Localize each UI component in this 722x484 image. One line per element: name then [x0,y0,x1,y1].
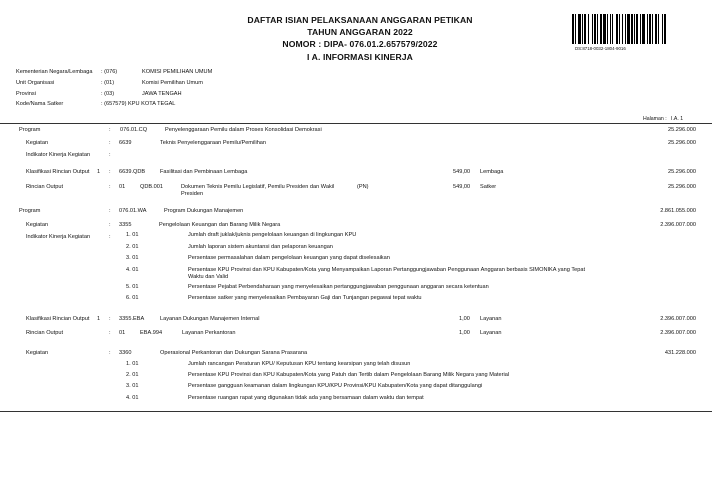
barcode-bar [616,14,618,44]
row-qty: 1,00 [459,330,470,336]
row-desc: Fasilitasi dan Pembinaan Lembaga [160,169,248,175]
row-amount: 25.296.000 [668,184,696,190]
row-unit: Lembaga [480,169,504,175]
row-qty: 549,00 [453,169,471,175]
row-code: QDB.001 [140,184,164,190]
row-desc: Penyelenggaraan Pemilu dalam Proses Konsolidasi Demokrasi [165,127,322,133]
barcode-bar [642,14,645,44]
row-desc: Operasional Perkantoran dan Dukungan Sarana Prasarana [160,350,308,356]
indicator-number: 1. 01 [126,232,139,238]
barcode-bar [631,14,633,44]
row-number: 1 [97,169,101,175]
row-desc: Layanan Perkantoran [182,330,236,336]
barcode-bar [584,14,586,44]
barcode-bar [603,14,606,44]
barcode-bar [592,14,593,44]
indicator-number: 4. 01 [126,267,139,273]
row-desc: Dokumen Teknis Pemilu Legislatif, Pemilu Presiden dan Wakil Presiden [181,184,335,197]
indicator-text: Persentase KPU Provinsi dan KPU Kabupaten/Kota yang Patuh dan Tertib dalam Pengelolaan Barang Milik Negara yang Material [188,372,510,378]
row-label: Kegiatan [26,350,49,356]
row-qty: 1,00 [459,316,470,322]
barcode-bar [572,14,574,44]
row-pn: (PN) [357,184,369,190]
row-colon: : [109,234,111,240]
table-top-rule [0,123,712,124]
row-colon: : [109,127,111,133]
row-amount: 2.396.007.000 [660,316,696,322]
row-code: 076.01.CQ [120,127,148,133]
row-colon: : [109,330,111,336]
indicator-text: Persentase permasalahan dalam pengelolaan keuangan yang dapat diselesaikan [188,255,390,261]
barcode-bar [625,14,626,44]
doc-year: TAHUN ANGGARAN 2022 [307,27,413,37]
barcode-bar [610,14,611,44]
row-code: 3355.EBA [119,316,145,322]
row-number: 01 [119,330,126,336]
identity-label: Kode/Nama Satker [16,101,64,107]
row-number: 01 [119,184,126,190]
doc-number: NOMOR : DIPA- 076.01.2.657579/2022 [282,39,438,49]
barcode-bar [664,14,666,44]
indicator-number: 5. 01 [126,284,139,290]
row-code: 6639 [119,140,132,146]
indicator-number: 6. 01 [126,295,139,301]
barcode-bar [649,14,651,44]
row-amount: 25.296.000 [668,169,696,175]
row-colon: : [109,169,111,175]
barcode-bar [575,14,576,44]
indicator-text: Jumlah draft juklak/juknis pengelolaan keuangan di lingkungan KPU [188,232,357,238]
row-desc: Layanan Dukungan Manajemen Internal [160,316,260,322]
barcode-bar [652,14,653,44]
barcode-bar [607,14,608,44]
identity-value: Komisi Pemilihan Umum [142,80,203,86]
indicator-text: Jumlah rancangan Peraturan KPU/ Keputusan KPU tentang kearsipan yang telah disusun [188,361,411,367]
row-label: Kegiatan [26,140,49,146]
row-label: Program [19,208,41,214]
identity-value: JAWA TENGAH [142,91,182,97]
indicator-text: Persentase KPU Provinsi dan KPU Kabupaten/Kota yang Menyampaikan Laporan Pertanggungjawaban Penggunaan Anggaran berbasis SIMONIKA yang Tepat Waktu dan Valid [188,267,586,280]
row-amount: 25.296.000 [668,127,696,133]
identity-label: Kementerian Negara/Lembaga [16,69,93,75]
barcode-bar [594,14,596,44]
identity-label: Provinsi [16,91,36,97]
row-unit: Satker [480,184,497,190]
identity-code: : (03) [101,91,115,97]
identity-code: : (076) [101,69,118,75]
row-label: Klasifikasi Rincian Output [26,316,90,322]
barcode-bar [578,14,581,44]
barcode-bar [634,14,635,44]
row-amount: 2.396.007.000 [660,330,696,336]
row-desc: Pengelolaan Keuangan dan Barang Milik Negara [159,222,281,228]
row-amount: 2.396.007.000 [660,222,696,228]
barcode-bar [582,14,583,44]
barcode-bar [619,14,620,44]
indicator-number: 3. 01 [126,383,139,389]
indicator-number: 3. 01 [126,255,139,261]
indicator-text: Jumlah laporan sistem akuntansi dan pelaporan keuangan [188,244,333,250]
barcode-text: DS:8718-0032-1804-9016 [575,46,626,51]
identity-code: : (657579) KPU KOTA TEGAL [101,101,176,107]
table-bottom-rule [0,411,712,412]
row-colon: : [109,152,111,158]
indicator-text: Persentase ruangan rapat yang digunakan tidak ada yang bersamaan dalam waktu dan tempat [188,395,424,401]
row-qty: 549,00 [453,184,471,190]
row-desc: Teknis Penyelenggaraan Pemilu/Pemilihan [160,140,267,146]
indicator-number: 4. 01 [126,395,139,401]
barcode-bar [647,14,648,44]
row-amount: 431.228.000 [664,350,696,356]
row-code: 076.01.WA [119,208,147,214]
indicator-number: 2. 01 [126,244,139,250]
barcode-bar [597,14,598,44]
barcode [572,14,700,44]
row-code: 3355 [119,222,132,228]
row-label: Indikator Kinerja Kegiatan [26,152,91,158]
section-title: I A. INFORMASI KINERJA [307,52,413,62]
barcode-bar [658,14,659,44]
row-label: Klasifikasi Rincian Output [26,169,90,175]
row-colon: : [109,208,111,214]
indicator-text: Persentase satker yang menyelesaikan Pembayaran Gaji dan Tunjangan pegawai tepat waktu [188,295,422,301]
indicator-number: 1. 01 [126,361,139,367]
row-amount: 2.861.055.000 [660,208,696,214]
barcode-bar [662,14,663,44]
row-label: Rincian Output [26,184,64,190]
row-label: Indikator Kinerja Kegiatan [26,234,91,240]
row-number: 1 [97,316,101,322]
indicator-text: Persentase gangguan keamanan dalam lingkungan KPU/KPU Provinsi/KPU Kabupaten/Kota yang dapat ditanggulangi [188,383,483,389]
row-unit: Layanan [480,330,502,336]
barcode-bar [640,14,641,44]
barcode-bar [612,14,613,44]
row-amount: 25.296.000 [668,140,696,146]
indicator-number: 2. 01 [126,372,139,378]
barcode-bar [636,14,638,44]
row-code: EBA.994 [140,330,163,336]
doc-title: DAFTAR ISIAN PELAKSANAAN ANGGARAN PETIKAN [247,15,473,25]
identity-value: KOMISI PEMILIHAN UMUM [142,69,213,75]
row-colon: : [109,140,111,146]
row-desc: Program Dukungan Manajemen [164,208,244,214]
row-label: Program [19,127,41,133]
barcode-bar [655,14,657,44]
barcode-bar [600,14,602,44]
indicator-text: Persentase Pejabat Perbendaharaan yang menyelesaikan pertanggungjawaban penggunaan anggaran secara ketentuan [188,284,489,290]
identity-code: : (01) [101,80,115,86]
row-label: Kegiatan [26,222,49,228]
barcode-bar [588,14,589,44]
row-unit: Layanan [480,316,502,322]
row-colon: : [109,184,111,190]
row-code: 3360 [119,350,132,356]
row-colon: : [109,222,111,228]
row-colon: : [109,316,111,322]
row-colon: : [109,350,111,356]
identity-label: Unit Organisasi [16,80,55,86]
row-code: 6639.QDB [119,169,146,175]
row-label: Rincian Output [26,330,64,336]
barcode-bar [627,14,630,44]
barcode-bar [622,14,623,44]
page-label: Halaman : [643,116,667,122]
page-number: I.A. 1 [671,116,684,122]
